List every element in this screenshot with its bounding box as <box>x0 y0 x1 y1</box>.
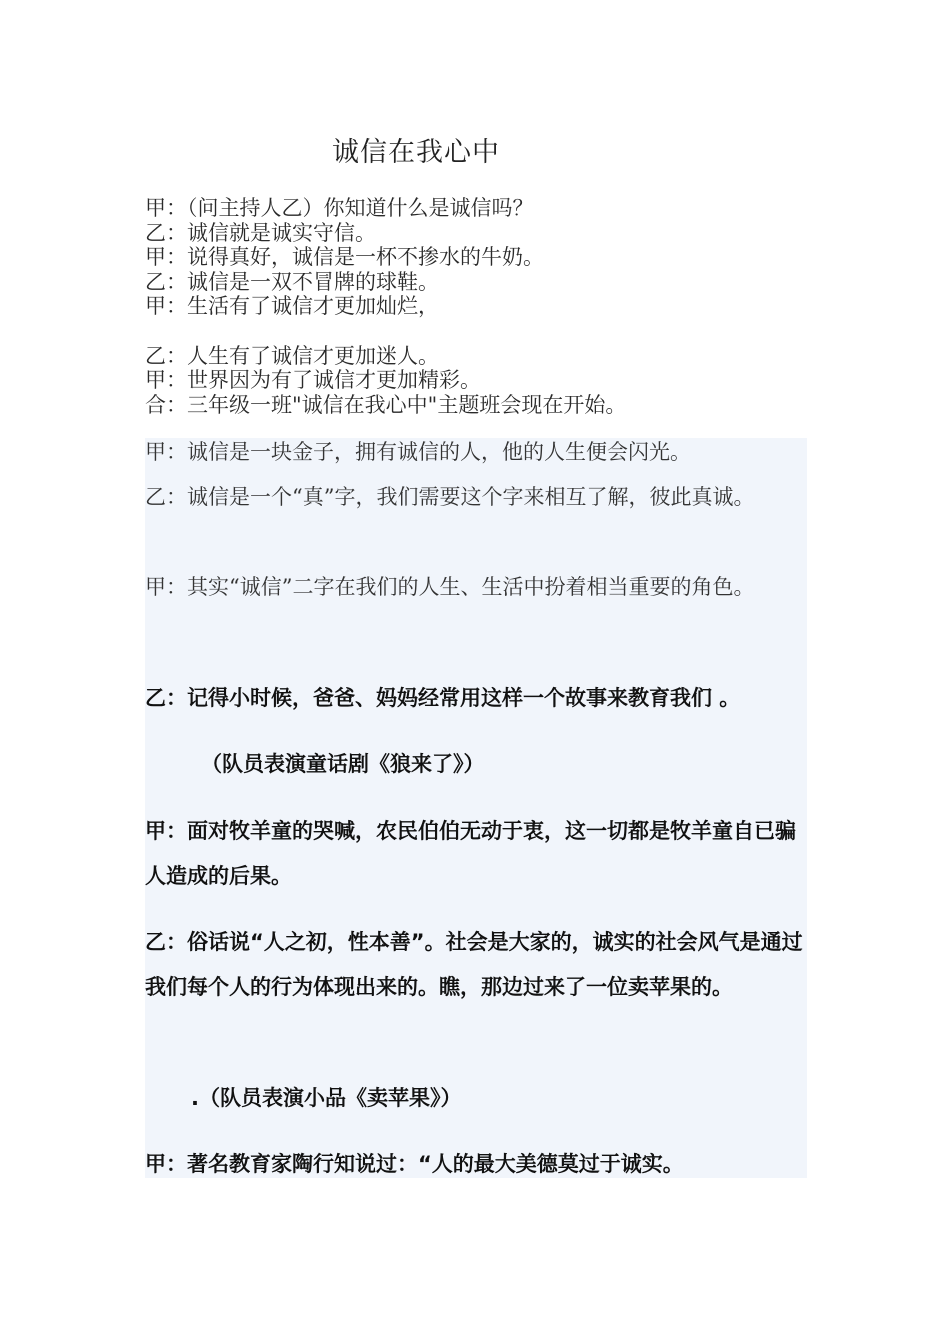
paragraph: 甲：诚信是一块金子，拥有诚信的人，他的人生便会闪光。 <box>145 440 691 464</box>
stage-direction: （队员表演童话剧《狼来了》） <box>201 752 485 776</box>
dialogue-line: 合：三年级一班"诚信在我心中"主题班会现在开始。 <box>145 392 627 417</box>
stage-direction: .（队员表演小品《卖苹果》） <box>191 1086 462 1110</box>
paragraph: 乙：诚信是一个“真”字，我们需要这个字来相互了解，彼此真诚。 <box>145 485 755 509</box>
dialogue-line: 乙：诚信是一双不冒牌的球鞋。 <box>145 269 439 294</box>
shaded-text-background <box>145 438 807 1178</box>
dialogue-line: 乙：人生有了诚信才更加迷人。 <box>145 343 439 368</box>
paragraph: 甲：面对牧羊童的哭喊，农民伯伯无动于衷，这一切都是牧羊童自已骗人造成的后果。 <box>145 819 796 888</box>
dialogue-line: 甲：世界因为有了诚信才更加精彩。 <box>145 368 481 392</box>
paragraph: 甲：其实“诚信”二字在我们的人生、生活中扮着相当重要的角色。 <box>145 575 755 599</box>
document-title: 诚信在我心中 <box>332 137 500 168</box>
dialogue-line: 甲：说得真好，诚信是一杯不掺水的牛奶。 <box>145 245 544 269</box>
paragraph: 甲：著名教育家陶行知说过：“人的最大美德莫过于诚实。 <box>145 1152 684 1176</box>
dialogue-line: 甲：（问主持人乙）你知道什么是诚信吗？ <box>145 196 534 220</box>
dialogue-line: 甲：生活有了诚信才更加灿烂， <box>145 294 439 318</box>
opening-dialogue <box>145 196 825 417</box>
paragraph: 乙：记得小时候，爸爸、妈妈经常用这样一个故事来教育我们 。 <box>145 686 741 710</box>
dialogue-line: 乙：诚信就是诚实守信。 <box>145 220 376 245</box>
paragraph: 乙：俗话说“人之初，性本善”。社会是大家的，诚实的社会风气是通过我们每个人的行为体现出来的。瞧，那边过来了一位卖苹果的。 <box>145 930 803 999</box>
